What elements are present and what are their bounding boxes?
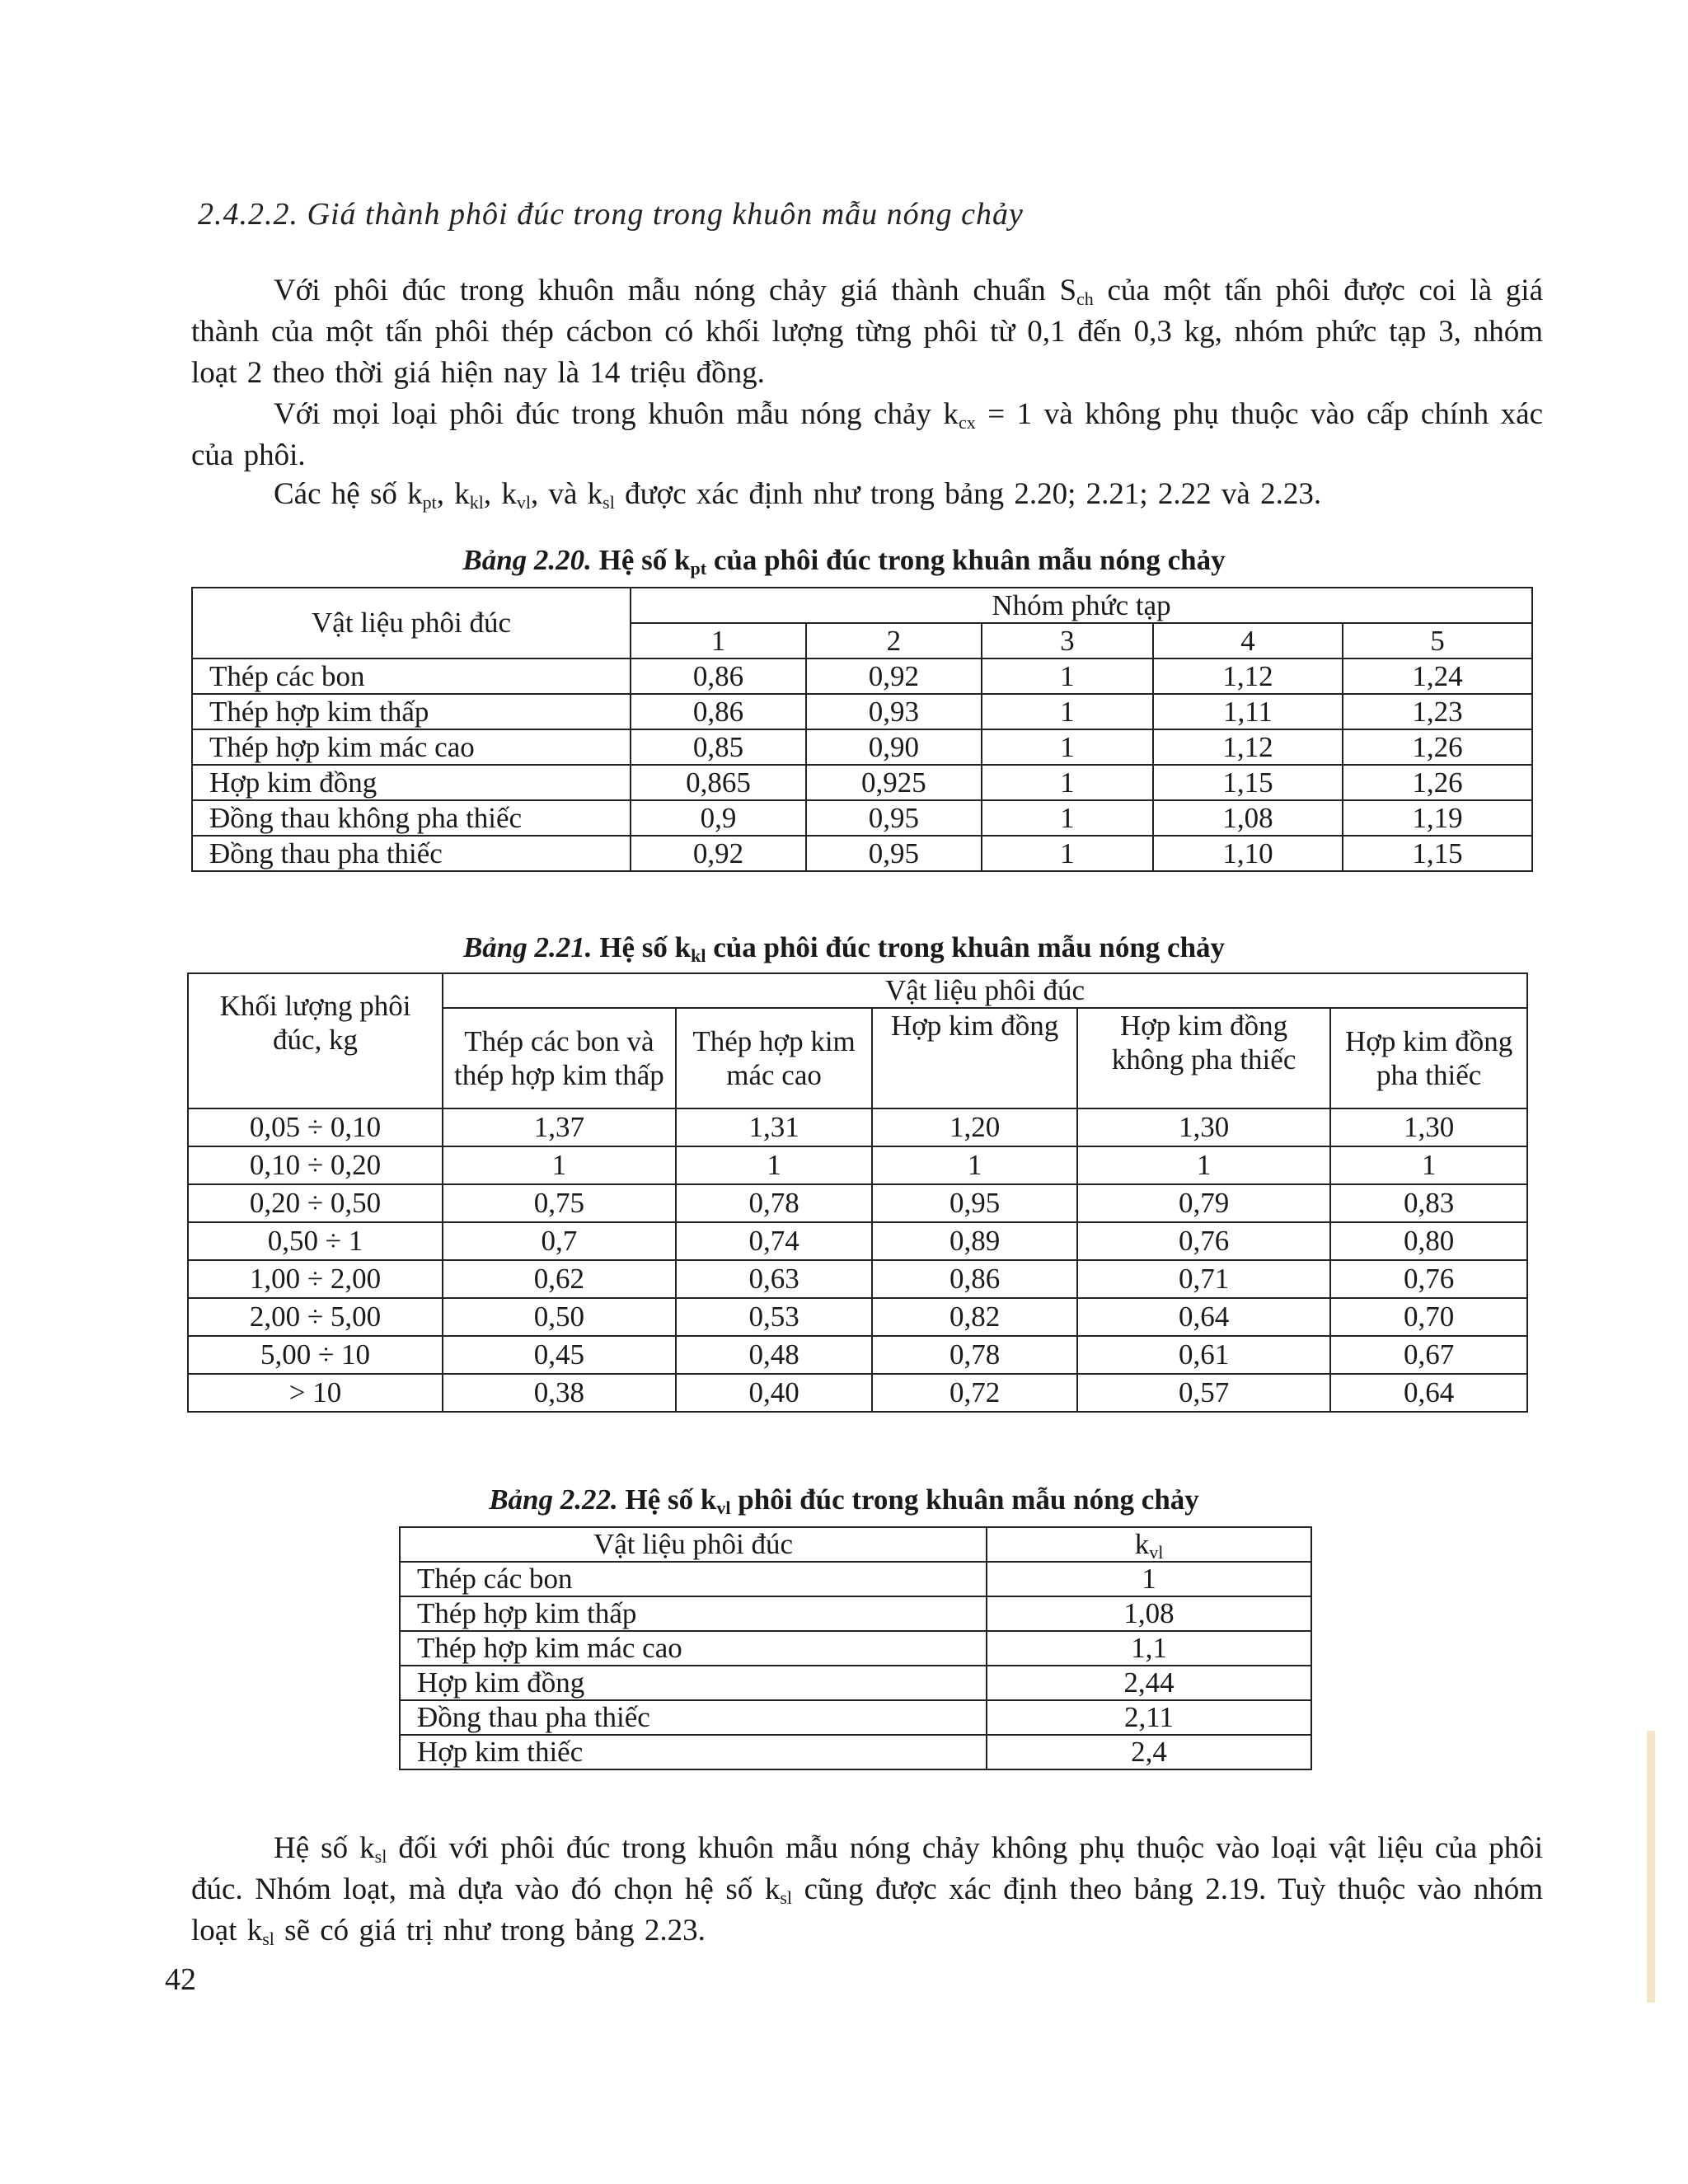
group-header: 1 (631, 623, 806, 658)
value-cell: 0,62 (443, 1260, 676, 1298)
table-2-21 (187, 972, 1528, 1413)
value-cell: 0,83 (1330, 1184, 1527, 1222)
table-row (188, 1298, 1527, 1336)
group-header: 5 (1343, 623, 1532, 658)
table-row (188, 1184, 1527, 1222)
table-row (192, 658, 1532, 694)
table-row (192, 729, 1532, 765)
value-cell: 0,80 (1330, 1222, 1527, 1260)
material-cell: Hợp kim đồng (400, 1666, 987, 1700)
value-cell: 0,7 (443, 1222, 676, 1260)
paragraph-kcx: Với mọi loại phôi đúc trong khuôn mẫu nóng chảy $k_{cx} = 1$ và không phụ thuộc vào cấp chính xác của phôi. (191, 397, 1543, 472)
value-cell: 0,95 (806, 800, 982, 836)
table-row (188, 1146, 1527, 1184)
value-cell: 1 (676, 1146, 873, 1184)
paragraph-coefficients: Các hệ số $k_{pt}$, $k_{kl}$, $k_{vl}$, và $k_{sl}$ được xác định như trong bảng 2.20; 2.21; 2.22 và 2.23. (274, 477, 1322, 513)
value-cell: 0,67 (1330, 1336, 1527, 1374)
material-column-header: Hợp kim đồng (872, 1008, 1076, 1108)
value-cell: 1,12 (1153, 658, 1343, 694)
value-cell: 0,92 (631, 836, 806, 871)
table-row (400, 1700, 1311, 1735)
material-cell: Thép hợp kim mác cao (192, 729, 631, 765)
material-column-header: Hợp kim đồng pha thiếc (1330, 1008, 1527, 1108)
mass-cell: 0,05 ÷ 0,10 (188, 1108, 443, 1146)
page-edge-shadow (1647, 1731, 1655, 2003)
table-row (192, 836, 1532, 871)
material-column-header: Hợp kim đồng không pha thiếc (1077, 1008, 1330, 1108)
value-cell: 1,08 (1153, 800, 1343, 836)
mass-cell: 0,50 ÷ 1 (188, 1222, 443, 1260)
material-cell: Đồng thau pha thiếc (192, 836, 631, 871)
material-header: Vật liệu phôi đúc (443, 973, 1527, 1008)
group-header: 4 (1153, 623, 1343, 658)
value-cell: 0,95 (806, 836, 982, 871)
table-row (188, 1108, 1527, 1146)
group-header: 2 (806, 623, 982, 658)
value-cell: 0,61 (1077, 1336, 1330, 1374)
value-cell: 0,57 (1077, 1374, 1330, 1412)
value-cell: 0,9 (631, 800, 806, 836)
table-row (188, 1260, 1527, 1298)
section-heading: 2.4.2.2. Giá thành phôi đúc trong trong khuôn mẫu nóng chảy (198, 197, 1024, 232)
value-cell: 0,92 (806, 658, 982, 694)
material-cell: Đồng thau pha thiếc (400, 1700, 987, 1735)
value-cell: 0,95 (872, 1184, 1076, 1222)
value-cell: 1,15 (1153, 765, 1343, 800)
value-cell: 1 (1330, 1146, 1527, 1184)
material-cell: Hợp kim thiếc (400, 1735, 987, 1769)
value-cell: 0,38 (443, 1374, 676, 1412)
value-cell: 1,20 (872, 1108, 1076, 1146)
value-cell: 0,865 (631, 765, 806, 800)
table-2-20-caption: Bảng 2.20. Hệ số $k_{pt}$ của phôi đúc trong khuân mẫu nóng chảy (462, 544, 1226, 579)
material-cell: Thép hợp kim thấp (192, 694, 631, 729)
value-cell: 0,89 (872, 1222, 1076, 1260)
material-cell: Hợp kim đồng (192, 765, 631, 800)
table-row (188, 1374, 1527, 1412)
table-2-20 (191, 587, 1533, 872)
value-cell: 1,08 (987, 1596, 1311, 1631)
value-cell: 1,24 (1343, 658, 1532, 694)
value-cell: 0,40 (676, 1374, 873, 1412)
table-row (192, 694, 1532, 729)
value-cell: 0,78 (676, 1184, 873, 1222)
mass-cell: 0,10 ÷ 0,20 (188, 1146, 443, 1184)
value-cell: 0,71 (1077, 1260, 1330, 1298)
value-cell: 0,63 (676, 1260, 873, 1298)
table-2-21-caption: Bảng 2.21. Hệ số $k_{kl}$ của phôi đúc trong khuân mẫu nóng chảy (462, 931, 1226, 966)
value-cell: 1 (982, 800, 1153, 836)
value-cell: 1,12 (1153, 729, 1343, 765)
value-cell: 0,85 (631, 729, 806, 765)
group-header: 3 (982, 623, 1153, 658)
value-cell: 1 (982, 694, 1153, 729)
value-cell: 0,90 (806, 729, 982, 765)
value-cell: 1,37 (443, 1108, 676, 1146)
value-cell: 0,86 (631, 658, 806, 694)
value-cell: 1,26 (1343, 765, 1532, 800)
value-cell: 1 (982, 765, 1153, 800)
value-cell: 0,93 (806, 694, 982, 729)
value-cell: 0,86 (631, 694, 806, 729)
value-cell: 1 (982, 729, 1153, 765)
mass-cell: > 10 (188, 1374, 443, 1412)
material-column-header: Thép hợp kim mác cao (676, 1008, 873, 1108)
table-2-22 (399, 1526, 1312, 1770)
page-number: 42 (165, 1962, 196, 1997)
value-cell: 0,925 (806, 765, 982, 800)
value-cell: 0,86 (872, 1260, 1076, 1298)
material-header: Vật liệu phôi đúc (400, 1527, 987, 1562)
material-column-header: Thép các bon và thép hợp kim thấp (443, 1008, 676, 1108)
coefficient-header: $k_{vl}$ (987, 1527, 1311, 1562)
table-row (188, 1222, 1527, 1260)
value-cell: 0,82 (872, 1298, 1076, 1336)
value-cell: 1,15 (1343, 836, 1532, 871)
paragraph-standard-cost: Với phôi đúc trong khuôn mẫu nóng chảy giá thành chuẩn $S_{ch}$ của một tấn phôi được coi là giá thành của một tấn phôi thép cácbon có khối lượng từng phôi từ 0,1 đến 0,3 kg, nhóm phức tạp 3, nhóm loạt 2 theo thời giá hiện nay là 14 triệu đồng. (191, 274, 1543, 390)
mass-cell: 2,00 ÷ 5,00 (188, 1298, 443, 1336)
material-cell: Đồng thau không pha thiếc (192, 800, 631, 836)
table-row (400, 1735, 1311, 1769)
material-cell: Thép các bon (192, 658, 631, 694)
value-cell: 0,76 (1330, 1260, 1527, 1298)
value-cell: 1,30 (1077, 1108, 1330, 1146)
value-cell: 1,1 (987, 1631, 1311, 1666)
table-row (192, 800, 1532, 836)
value-cell: 0,48 (676, 1336, 873, 1374)
value-cell: 0,70 (1330, 1298, 1527, 1336)
table-2-22-caption: Bảng 2.22. Hệ số $k_{vl}$ phôi đúc trong khuân mẫu nóng chảy (489, 1483, 1199, 1518)
value-cell: 2,11 (987, 1700, 1311, 1735)
table-row (192, 765, 1532, 800)
value-cell: 0,75 (443, 1184, 676, 1222)
material-cell: Thép hợp kim thấp (400, 1596, 987, 1631)
complexity-group-header: Nhóm phức tạp (631, 588, 1532, 623)
mass-header: Khối lượng phôi đúc, kg (188, 973, 443, 1108)
value-cell: 2,4 (987, 1735, 1311, 1769)
value-cell: 0,50 (443, 1298, 676, 1336)
table-row (400, 1562, 1311, 1596)
value-cell: 1 (443, 1146, 676, 1184)
value-cell: 1 (982, 658, 1153, 694)
value-cell: 1 (1077, 1146, 1330, 1184)
value-cell: 0,74 (676, 1222, 873, 1260)
value-cell: 0,64 (1330, 1374, 1527, 1412)
value-cell: 1,23 (1343, 694, 1532, 729)
value-cell: 1,30 (1330, 1108, 1527, 1146)
value-cell: 1 (987, 1562, 1311, 1596)
value-cell: 1,26 (1343, 729, 1532, 765)
value-cell: 0,78 (872, 1336, 1076, 1374)
value-cell: 0,79 (1077, 1184, 1330, 1222)
material-cell: Thép các bon (400, 1562, 987, 1596)
mass-cell: 0,20 ÷ 0,50 (188, 1184, 443, 1222)
table-row (400, 1631, 1311, 1666)
value-cell: 0,72 (872, 1374, 1076, 1412)
value-cell: 1 (872, 1146, 1076, 1184)
mass-cell: 5,00 ÷ 10 (188, 1336, 443, 1374)
value-cell: 0,45 (443, 1336, 676, 1374)
value-cell: 1,19 (1343, 800, 1532, 836)
value-cell: 1,11 (1153, 694, 1343, 729)
value-cell: 1,10 (1153, 836, 1343, 871)
value-cell: 0,53 (676, 1298, 873, 1336)
value-cell: 1,31 (676, 1108, 873, 1146)
value-cell: 2,44 (987, 1666, 1311, 1700)
material-cell: Thép hợp kim mác cao (400, 1631, 987, 1666)
mass-cell: 1,00 ÷ 2,00 (188, 1260, 443, 1298)
material-header: Vật liệu phôi đúc (192, 588, 631, 658)
table-row (400, 1666, 1311, 1700)
value-cell: 0,76 (1077, 1222, 1330, 1260)
value-cell: 1 (982, 836, 1153, 871)
table-row (188, 1336, 1527, 1374)
table-row (400, 1596, 1311, 1631)
paragraph-ksl: Hệ số $k_{sl}$ đối với phôi đúc trong khuôn mẫu nóng chảy không phụ thuộc vào loại vật liệu của phôi đúc. Nhóm loạt, mà dựa vào đó chọn hệ số $k_{sl}$ cũng được xác định theo bảng 2.19. Tuỳ thuộc vào nhóm loạt $k_{sl}$ sẽ có giá trị như trong bảng 2.23. (191, 1831, 1544, 1949)
value-cell: 0,64 (1077, 1298, 1330, 1336)
